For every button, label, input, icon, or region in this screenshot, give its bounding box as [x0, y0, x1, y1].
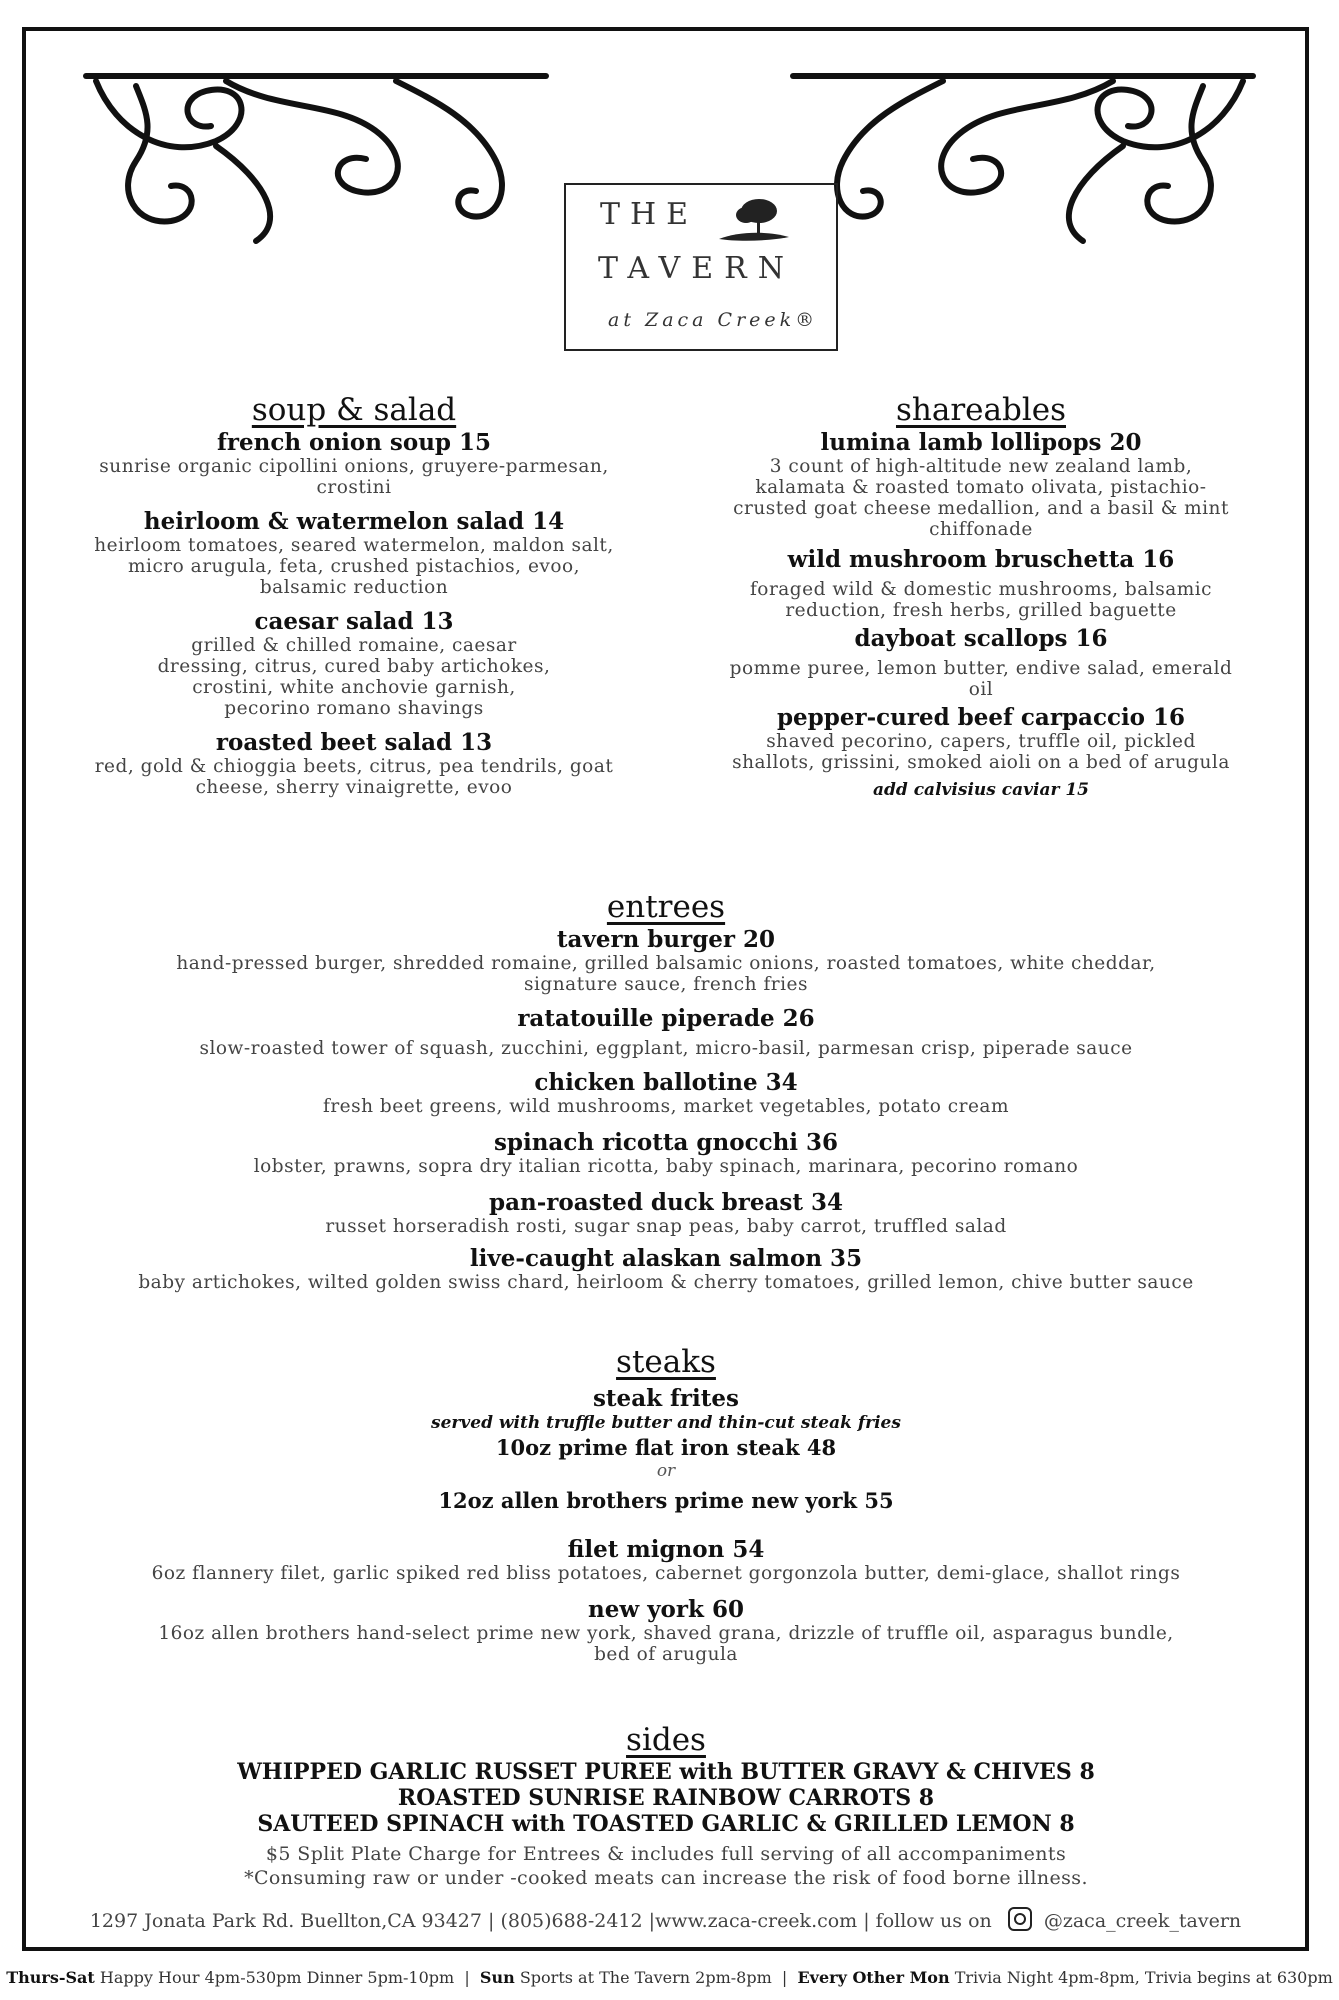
tavern-logo	[564, 183, 838, 351]
steaks-section	[66, 1343, 1266, 1665]
caviar-addon-note: add calvisius caviar 15	[873, 780, 1089, 800]
menu-item-name: spinach ricotta gnocchi 36	[493, 1129, 839, 1156]
menu-item-desc: sunrise organic cipollini onions, gruyere-parmesan,	[99, 456, 609, 477]
menu-item-desc: red, gold & chioggia beets, citrus, pea tendrils, goat	[94, 756, 614, 777]
scroll-ornament-left-icon	[76, 51, 556, 261]
section-title: entrees	[606, 889, 726, 925]
menu-item-name: live-caught alaskan salmon 35	[469, 1245, 863, 1272]
menu-item-desc: pomme puree, lemon butter, endive salad, emerald	[729, 658, 1233, 679]
menu-item-desc: shaved pecorino, capers, truffle oil, pickled	[766, 731, 1196, 752]
menu-item-desc: russet horseradish rosti, sugar snap peas, baby carrot, truffled salad	[325, 1216, 1007, 1237]
menu-item-desc: pecorino romano shavings	[224, 698, 484, 719]
split-plate-note: $5 Split Plate Charge for Entrees & includes full serving of all accompaniments	[265, 1843, 1067, 1865]
steak-option: 12oz allen brothers prime new york 55	[438, 1488, 894, 1513]
menu-item-desc: grilled & chilled romaine, caesar	[191, 635, 517, 656]
shareables-section	[686, 391, 1276, 801]
menu-item-name: french onion soup 15	[216, 429, 492, 456]
menu-item-desc: lobster, prawns, sopra dry italian ricotta, baby spinach, marinara, pecorino romano	[253, 1156, 1079, 1177]
steak-option: 10oz prime flat iron steak 48	[495, 1435, 837, 1460]
menu-item-desc: chiffonade	[929, 519, 1033, 540]
instagram-icon	[1008, 1907, 1032, 1931]
hours-day: Thurs-Sat	[6, 1968, 95, 1987]
logo-tavern: TAVERN	[598, 251, 795, 286]
logo-the: THE	[600, 197, 699, 232]
hours-day: Sun	[479, 1968, 515, 1987]
steak-or: or	[656, 1461, 676, 1481]
menu-item-name: heirloom & watermelon salad 14	[143, 508, 565, 535]
menu-item-desc: shallots, grissini, smoked aioli on a bed of arugula	[732, 752, 1230, 773]
section-title: sides	[626, 1722, 706, 1758]
menu-item-name: filet mignon 54	[567, 1536, 765, 1563]
menu-item-desc: fresh beet greens, wild mushrooms, market vegetables, potato cream	[322, 1096, 1010, 1117]
menu-item-name: ratatouille piperade 26	[517, 1005, 815, 1032]
section-title: soup & salad	[251, 392, 457, 428]
notes-block	[66, 1842, 1266, 1890]
hours-text: Trivia Night 4pm-8pm, Trivia begins at 630pm	[954, 1968, 1333, 1987]
footer-contact	[26, 1907, 1305, 1932]
menu-item-desc: oil	[968, 679, 994, 700]
menu-item-desc: 16oz allen brothers hand-select prime new york, shaved grana, drizzle of truffle oil, asparagus bundle,	[158, 1623, 1174, 1644]
menu-item-name: new york 60	[588, 1596, 744, 1623]
menu-item-desc: slow-roasted tower of squash, zucchini, eggplant, micro-basil, parmesan crisp, piperade sauce	[199, 1038, 1133, 1059]
logo-subtitle: at Zaca Creek®	[608, 309, 819, 331]
menu-item-desc: kalamata & roasted tomato olivata, pistachio-	[755, 477, 1207, 498]
side-item: ROASTED SUNRISE RAINBOW CARROTS 8	[397, 1785, 935, 1811]
sides-section	[66, 1721, 1266, 1837]
hours-day: Every Other Mon	[797, 1968, 950, 1987]
menu-item-desc: 6oz flannery filet, garlic spiked red bliss potatoes, cabernet gorgonzola butter, demi-glace, shallot rings	[151, 1563, 1181, 1584]
menu-item-name: roasted beet salad 13	[215, 729, 493, 756]
menu-item-name: pan-roasted duck breast 34	[489, 1189, 843, 1216]
raw-meat-warning: *Consuming raw or under -cooked meats can increase the risk of food borne illness.	[244, 1867, 1088, 1889]
entrees-section	[66, 888, 1266, 1293]
menu-item-desc: heirloom tomatoes, seared watermelon, maldon salt,	[94, 535, 614, 556]
section-title: steaks	[616, 1344, 716, 1380]
menu-item-name: tavern burger 20	[556, 926, 776, 953]
side-item: WHIPPED GARLIC RUSSET PUREE with BUTTER GRAVY & CHIVES 8	[237, 1759, 1095, 1785]
menu-item-name: steak frites	[592, 1385, 739, 1412]
menu-item-desc: baby artichokes, wilted golden swiss chard, heirloom & cherry tomatoes, grilled lemon, chive butter sauce	[138, 1272, 1194, 1293]
soup-salad-section	[64, 391, 644, 798]
hours-bar: Thurs-Sat Happy Hour 4pm-530pm Dinner 5pm-10pm | Sun Sports at The Tavern 2pm-8pm | Every Other Mon Trivia Night 4pm-8pm, Trivia begins at 630pm	[6, 1968, 1333, 1987]
menu-item-desc: 3 count of high-altitude new zealand lamb,	[769, 456, 1193, 477]
tree-icon	[714, 195, 794, 245]
menu-item-desc: foraged wild & domestic mushrooms, balsamic	[749, 579, 1213, 600]
side-item: SAUTEED SPINACH with TOASTED GARLIC & GRILLED LEMON 8	[257, 1811, 1075, 1837]
menu-item-desc: dressing, citrus, cured baby artichokes,	[157, 656, 551, 677]
menu-item-desc: hand-pressed burger, shredded romaine, grilled balsamic onions, roasted tomatoes, white cheddar,	[176, 953, 1156, 974]
menu-item-name: wild mushroom bruschetta 16	[787, 546, 1175, 573]
menu-item-desc: bed of arugula	[594, 1644, 738, 1665]
steak-frites-note: served with truffle butter and thin-cut steak fries	[431, 1413, 901, 1433]
instagram-handle[interactable]: @zaca_creek_tavern	[1043, 1910, 1242, 1932]
hours-text: Sports at The Tavern 2pm-8pm	[519, 1968, 772, 1987]
menu-item-desc: signature sauce, french fries	[524, 974, 808, 995]
menu-frame	[22, 27, 1309, 1951]
menu-item-desc: crostini, white anchovie garnish,	[192, 677, 516, 698]
menu-item-desc: micro arugula, feta, crushed pistachios, evoo,	[127, 556, 580, 577]
menu-item-name: dayboat scallops 16	[854, 625, 1108, 652]
menu-item-desc: crostini	[316, 477, 392, 498]
menu-item-desc: balsamic reduction	[259, 577, 449, 598]
menu-item-desc: reduction, fresh herbs, grilled baguette	[785, 600, 1177, 621]
section-title: shareables	[895, 392, 1066, 428]
menu-item-desc: crusted goat cheese medallion, and a basil & mint	[733, 498, 1229, 519]
menu-item-name: chicken ballotine 34	[534, 1069, 798, 1096]
scroll-ornament-right-icon	[783, 51, 1263, 261]
footer-address: 1297 Jonata Park Rd. Buellton,CA 93427 | (805)688-2412 |www.zaca-creek.com | follow us on	[89, 1910, 992, 1932]
menu-item-name: lumina lamb lollipops 20	[820, 429, 1142, 456]
menu-item-name: caesar salad 13	[254, 608, 454, 635]
menu-item-desc: cheese, sherry vinaigrette, evoo	[195, 777, 513, 798]
menu-item-name: pepper-cured beef carpaccio 16	[776, 704, 1186, 731]
hours-text: Happy Hour 4pm-530pm Dinner 5pm-10pm	[99, 1968, 455, 1987]
